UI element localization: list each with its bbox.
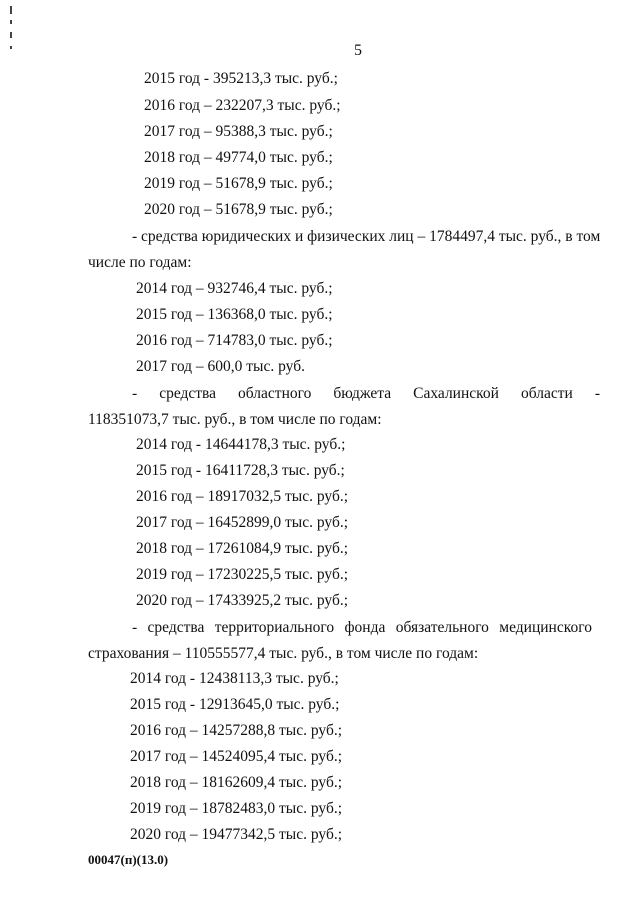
year-line: 2020 год – 17433925,2 тыс. руб.;	[136, 592, 349, 609]
intro-word: областного	[238, 385, 312, 402]
year-line: 2015 год - 12913645,0 тыс. руб.;	[130, 696, 340, 713]
intro-word: области	[520, 385, 573, 402]
year-line: 2018 год – 49774,0 тыс. руб.;	[144, 149, 333, 166]
document-code: 00047(п)(13.0)	[88, 852, 169, 867]
year-line: 2016 год – 18917032,5 тыс. руб.;	[136, 488, 349, 505]
year-line: 2015 год – 136368,0 тыс. руб.;	[136, 306, 333, 323]
year-line: 2017 год – 16452899,0 тыс. руб.;	[136, 514, 349, 531]
intro-word: -	[132, 619, 138, 636]
year-line: 2017 год – 600,0 тыс. руб.	[136, 358, 305, 375]
intro-word: средства	[159, 385, 217, 402]
scan-margin-mark	[10, 32, 12, 38]
funding-source-intro: - средства юридических и физических лиц – 1784497,4 тыс. руб., в том	[132, 228, 601, 245]
year-line: 2016 год – 232207,3 тыс. руб.;	[144, 97, 341, 114]
funding-source-intro	[132, 385, 600, 403]
page-number: 5	[354, 42, 362, 59]
intro-word: фонда	[344, 619, 386, 636]
year-line: 2019 год – 18782483,0 тыс. руб.;	[130, 800, 343, 817]
year-line: 2020 год – 19477342,5 тыс. руб.;	[130, 826, 343, 843]
year-line: 2019 год – 17230225,5 тыс. руб.;	[136, 566, 349, 583]
funding-source-intro-continued: числе по годам:	[88, 254, 192, 271]
year-line: 2014 год - 14644178,3 тыс. руб.;	[136, 436, 346, 453]
scan-margin-mark	[10, 6, 12, 14]
scan-margin-mark	[10, 46, 12, 49]
intro-word: Сахалинской	[413, 385, 499, 402]
year-line: 2014 год – 932746,4 тыс. руб.;	[136, 280, 333, 297]
year-line: 2017 год – 14524095,4 тыс. руб.;	[130, 748, 343, 765]
intro-word: территориального	[214, 619, 335, 636]
year-line: 2019 год – 51678,9 тыс. руб.;	[144, 175, 333, 192]
intro-word: средства	[147, 619, 205, 636]
funding-source-intro-continued: 118351073,7 тыс. руб., в том числе по годам:	[88, 411, 382, 428]
year-line: 2017 год – 95388,3 тыс. руб.;	[144, 123, 333, 140]
intro-word: -	[132, 385, 138, 402]
year-line: 2014 год - 12438113,3 тыс. руб.;	[130, 670, 339, 687]
year-line: 2015 год - 16411728,3 тыс. руб.;	[136, 462, 345, 479]
year-line: 2020 год – 51678,9 тыс. руб.;	[144, 201, 333, 218]
year-line: 2018 год – 17261084,9 тыс. руб.;	[136, 540, 349, 557]
scan-margin-mark	[10, 20, 12, 24]
year-line: 2015 год - 395213,3 тыс. руб.;	[144, 70, 338, 87]
funding-source-intro	[132, 619, 592, 637]
year-line: 2018 год – 18162609,4 тыс. руб.;	[130, 774, 343, 791]
intro-word: медицинского	[499, 619, 592, 636]
intro-word: -	[594, 385, 600, 402]
year-line: 2016 год – 14257288,8 тыс. руб.;	[130, 722, 343, 739]
year-line: 2016 год – 714783,0 тыс. руб.;	[136, 332, 333, 349]
intro-word: бюджета	[333, 385, 392, 402]
funding-source-intro-continued: страхования – 110555577,4 тыс. руб., в том числе по годам:	[88, 645, 479, 662]
intro-word: обязательного	[395, 619, 489, 636]
